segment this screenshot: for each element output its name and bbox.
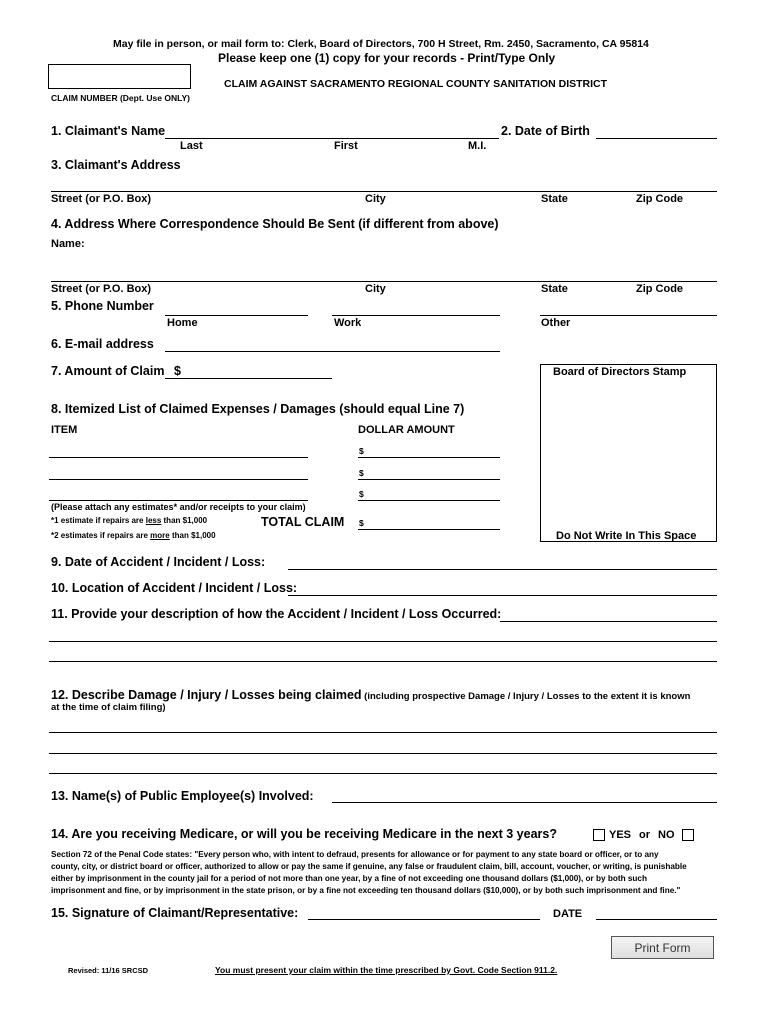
loss-description-line-3	[49, 661, 717, 662]
date-label: DATE	[553, 908, 583, 920]
claimant-address-line	[51, 191, 717, 192]
claim-number-label: CLAIM NUMBER (Dept. Use ONLY)	[51, 93, 190, 103]
board-stamp-box	[540, 364, 717, 542]
damage-description-line-3	[49, 773, 717, 774]
amount-2-input[interactable]	[367, 466, 504, 479]
email-label: 6. E-mail address	[51, 337, 154, 351]
medicare-question-label: 14. Are you receiving Medicare, or will you be receiving Medicare in the next 3 years?	[51, 827, 557, 841]
print-form-button[interactable]: Print Form	[611, 936, 714, 959]
damage-description-line-1	[49, 732, 717, 733]
damage-description-input-1[interactable]	[49, 719, 721, 732]
signature-date-input[interactable]	[596, 906, 721, 919]
loss-description-label: 11. Provide your description of how the Accident / Incident / Loss Occurred:	[51, 607, 502, 621]
attach-estimates-note: (Please attach any estimates* and/or receipts to your claim)	[51, 502, 306, 512]
public-employees-line	[332, 802, 717, 803]
date-of-loss-line	[288, 569, 717, 570]
loss-description-line-2	[49, 641, 717, 642]
penal-code-warning: Section 72 of the Penal Code states: "Every person who, with intent to defraud, presents for allowance or for payment to any state board or officer, or to any county, city, or district board or officer, authorized to allow or pay the same if genuine, any false or fraudulent claim, bill, account, voucher, or writing, is punishable either by imprisonment in the county jail for a period of not more than one year, by a fine of not exceeding one thousand dollars ($1,000), or by both such imprisonment and fine, or by imprisonment in the state prison, or by a fine not exceeding ten thousand dollars ($10,000), or by both such imprisonment and fine."	[51, 850, 687, 895]
amount-of-claim-label: 7. Amount of Claim	[51, 364, 165, 378]
public-employees-label: 13. Name(s) of Public Employee(s) Involved:	[51, 789, 314, 803]
item-3-input[interactable]	[49, 487, 312, 500]
signature-line	[308, 919, 540, 920]
item-2-input[interactable]	[49, 466, 312, 479]
loss-description-line-1	[500, 621, 717, 622]
state-caption: State	[541, 193, 568, 205]
date-of-loss-label: 9. Date of Accident / Incident / Loss:	[51, 555, 266, 569]
date-of-loss-input[interactable]	[288, 556, 721, 569]
loss-description-input-2[interactable]	[49, 628, 721, 641]
form-title: CLAIM AGAINST SACRAMENTO REGIONAL COUNTY SANITATION DISTRICT	[224, 78, 608, 90]
loss-description-input-1[interactable]	[500, 608, 721, 621]
mailing-instructions: May file in person, or mail form to: Clerk, Board of Directors, 700 H Street, Rm. 2450, Sacramento, CA 95814	[113, 38, 649, 50]
correspondence-address-label: 4. Address Where Correspondence Should Be Sent (if different from above)	[51, 217, 499, 231]
home-phone-line	[165, 315, 308, 316]
item-1-dollar-sign: $	[359, 446, 364, 456]
correspondence-state-caption: State	[541, 283, 568, 295]
other-phone-caption: Other	[541, 317, 571, 329]
city-caption: City	[365, 193, 386, 205]
damage-description-input-3[interactable]	[49, 760, 721, 773]
amount-1-input[interactable]	[367, 444, 504, 457]
damage-description-label: 12. Describe Damage / Injury / Losses being claimed (including prospective Damage / Injury / Losses to the extent it is known	[51, 688, 691, 702]
itemized-list-label: 8. Itemized List of Claimed Expenses / Damages (should equal Line 7)	[51, 402, 465, 416]
medicare-no-label: NO	[658, 829, 675, 841]
total-claim-input[interactable]	[367, 516, 504, 529]
correspondence-zip-caption: Zip Code	[636, 283, 684, 295]
correspondence-address-input[interactable]	[51, 268, 721, 281]
claimant-name-label: 1. Claimant's Name	[51, 124, 166, 138]
work-phone-caption: Work	[334, 317, 362, 329]
item-2-dollar-sign: $	[359, 468, 364, 478]
item-1-line	[49, 457, 308, 458]
other-phone-input[interactable]	[540, 302, 721, 315]
amount-2-line	[358, 479, 500, 480]
keep-copy-notice: Please keep one (1) copy for your records - Print/Type Only	[218, 51, 556, 65]
date-of-birth-label: 2. Date of Birth	[501, 124, 590, 138]
zip-caption: Zip Code	[636, 193, 684, 205]
item-column-header: ITEM	[51, 424, 78, 436]
correspondence-city-caption: City	[365, 283, 386, 295]
do-not-write-notice: Do Not Write In This Space	[556, 530, 697, 542]
date-of-birth-line	[596, 138, 717, 139]
correspondence-name-label: Name:	[51, 238, 85, 250]
work-phone-line	[332, 315, 500, 316]
damage-description-line-2	[49, 753, 717, 754]
medicare-yes-checkbox[interactable]	[593, 829, 605, 841]
total-dollar-sign: $	[359, 518, 364, 528]
claimant-name-input[interactable]	[165, 125, 503, 138]
last-name-caption: Last	[180, 140, 203, 152]
location-of-loss-line	[288, 595, 717, 596]
signature-date-line	[596, 919, 717, 920]
amount-of-claim-line	[165, 378, 332, 379]
estimate-note-2: *2 estimates if repairs are more than $1,000	[51, 531, 216, 540]
damage-description-input-2[interactable]	[49, 740, 721, 753]
claimant-name-line	[165, 138, 499, 139]
date-of-birth-input[interactable]	[596, 125, 721, 138]
correspondence-street-caption: Street (or P.O. Box)	[51, 283, 152, 295]
amount-3-line	[358, 500, 500, 501]
home-phone-input[interactable]	[165, 302, 312, 315]
dollar-amount-column-header: DOLLAR AMOUNT	[358, 424, 455, 436]
amount-1-line	[358, 457, 500, 458]
work-phone-input[interactable]	[332, 302, 504, 315]
home-phone-caption: Home	[167, 317, 198, 329]
claim-number-box	[48, 64, 191, 89]
public-employees-input[interactable]	[332, 789, 721, 802]
phone-number-label: 5. Phone Number	[51, 299, 154, 313]
medicare-yes-label: YES	[609, 829, 632, 841]
first-name-caption: First	[334, 140, 358, 152]
email-line	[165, 351, 500, 352]
item-3-dollar-sign: $	[359, 489, 364, 499]
amount-dollar-sign: $	[174, 364, 181, 378]
street-caption: Street (or P.O. Box)	[51, 193, 152, 205]
correspondence-address-line	[51, 281, 717, 282]
email-input[interactable]	[165, 338, 504, 351]
revision-label: Revised: 11/16 SRCSD	[68, 966, 149, 975]
other-phone-line	[540, 315, 717, 316]
item-2-line	[49, 479, 308, 480]
location-of-loss-input[interactable]	[288, 582, 721, 595]
total-claim-line	[358, 529, 500, 530]
middle-initial-caption: M.I.	[468, 140, 487, 152]
signature-label: 15. Signature of Claimant/Representative:	[51, 906, 299, 920]
signature-input[interactable]	[308, 906, 544, 919]
amount-3-input[interactable]	[367, 487, 504, 500]
item-3-line	[49, 500, 308, 501]
damage-description-label-cont: at the time of claim filing)	[51, 702, 166, 713]
amount-of-claim-input[interactable]	[184, 366, 336, 378]
time-limit-notice: You must present your claim within the time prescribed by Govt. Code Section 911.2.	[215, 965, 558, 975]
item-1-input[interactable]	[49, 444, 312, 457]
correspondence-name-input[interactable]	[90, 238, 504, 251]
claimant-address-input[interactable]	[51, 178, 721, 191]
location-of-loss-label: 10. Location of Accident / Incident / Loss:	[51, 581, 298, 595]
board-stamp-title: Board of Directors Stamp	[553, 366, 687, 378]
medicare-or-label: or	[639, 829, 650, 841]
estimate-note-1: *1 estimate if repairs are less than $1,000	[51, 516, 208, 525]
total-claim-label: TOTAL CLAIM	[261, 515, 345, 529]
loss-description-input-3[interactable]	[49, 648, 721, 661]
medicare-no-checkbox[interactable]	[682, 829, 694, 841]
claimant-address-label: 3. Claimant's Address	[51, 158, 181, 172]
